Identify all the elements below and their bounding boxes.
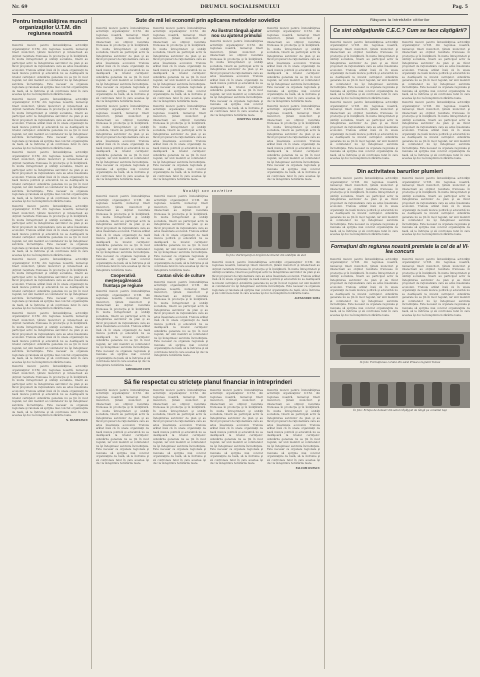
signature: FALCOM ONESCU [295,466,320,470]
body-paragraph: Datorită muncii pentru îmbunătăţirea activităţii organizaţiilor U.T.M. din regiunea noastră, numeroşi tineri muncitori, ţărani muncitori şi intelectuali au obţinut rezultate frumoase în producţie şi în învăţătură. În multe întreprinderi şi unităţi socialiste, tinerii au participat activ la îndeplinirea sarcinilor de plan şi au făcut propuneri de raţionalizare care au adus însemnate economii. Trebuie arătat însă că în unele organizaţii de bază munca politică şi educativă nu se desfăşoară la nivelul cerinţelor. Adunările generale nu se ţin în mod regulat, iar unii membri ai comitetelor nu îşi îndeplinesc sarcinile încredinţate. Este necesar ca organele regionale şi raionale să sprijine mai concret organizaţiile de bază, să le îndrume şi să controleze felul în care acestea îşi duc la îndeplinire hotărârile luate. [267,26,320,104]
cantan-headline: Cantan silvic de culture [156,273,206,279]
body-paragraph: Datorită muncii pentru îmbunătăţirea activităţii organizaţiilor U.T.M. din regiunea noastră, numeroşi tineri muncitori, ţărani muncitori şi intelectuali au obţinut rezultate frumoase în producţie şi în învăţătură. În multe întreprinderi şi unităţi socialiste, tinerii au participat activ la îndeplinirea sarcinilor de plan şi au făcut propuneri de raţionalizare care au adus însemnate economii. Trebuie arătat însă că în unele organizaţii de bază munca politică şi educativă nu se desfăşoară la nivelul cerinţelor. Adunările generale nu se ţin în mod regulat, iar unii membri ai comitetelor nu îşi îndeplinesc sarcinile încredinţate. Este necesar ca organele regionale şi raionale să sprijine mai concret organizaţiile de bază, să le îndrume şi să controleze felul în care acestea îşi duc la îndeplinire hotărârile luate. [402,257,470,317]
mid-ajutor-headline: Au ilustrat tânguă ajutor nou cu ajutorul primului [211,27,262,38]
page-number: Pag. 5 [452,5,468,10]
divider [96,186,320,187]
body-paragraph: Datorită muncii pentru îmbunătăţirea activităţii organizaţiilor U.T.M. din regiunea noastră, numeroşi tineri muncitori, ţărani muncitori şi intelectuali au obţinut rezultate frumoase în producţie şi în învăţătură. În multe întreprinderi şi unităţi socialiste, tinerii au participat activ la îndeplinirea sarcinilor de plan şi au făcut propuneri de raţionalizare care au adus însemnate economii. Trebuie arătat însă că în unele organizaţii de bază munca politică şi educativă nu se desfăşoară la nivelul cerinţelor. Adunările generale nu se ţin în mod regulat, iar unii membri ai comitetelor nu îşi îndeplinesc sarcinile încredinţate. Este necesar ca organele regionale şi raionale să sprijine mai concret organizaţiile de bază, să le îndrume şi să controleze felul în care acestea îşi duc la îndeplinire hotărârile luate. [12,44,88,97]
body-paragraph: Datorită muncii pentru îmbunătăţirea activităţii organizaţiilor U.T.M. din regiunea noastră, numeroşi tineri muncitori, ţărani muncitori şi intelectuali au obţinut rezultate frumoase în producţie şi în învăţătură. În multe întreprinderi şi unităţi socialiste, tinerii au participat activ la îndeplinirea sarcinilor de plan şi au făcut propuneri de raţionalizare care au adus însemnate economii. Trebuie arătat însă că în unele organizaţii de bază munca politică şi educativă nu se desfăşoară la nivelul cerinţelor. Adunările generale nu se ţin în mod regulat, iar unii membri ai comitetelor nu îşi îndeplinesc sarcinile încredinţate. Este necesar ca organele regionale şi raionale să sprijine mai concret organizaţiile de bază, să le îndrume şi să controleze felul în care acestea îşi duc la îndeplinire hotărârile luate. [96,290,151,367]
signature: N. DANIELESCU [66,418,88,422]
mid-col-f [154,195,208,373]
photo-brigade [212,195,320,253]
right-question-box [330,25,470,39]
activitati-headline: Din activitatea barurilor plumieri [357,168,443,175]
signature: GHEORGHE COTI [125,368,150,372]
body-paragraph: Datorită muncii pentru îmbunătăţirea activităţii organizaţiilor U.T.M. din regiunea noastră, numeroşi tineri muncitori, ţărani muncitori şi intelectuali au obţinut rezultate frumoase în producţie şi în învăţătură. În multe întreprinderi şi unităţi socialiste, tinerii au participat activ la îndeplinirea sarcinilor de plan şi au făcut propuneri de raţionalizare care au adus însemnate economii. Trebuie arătat însă că în unele organizaţii de bază munca politică şi educativă nu se desfăşoară la nivelul cerinţelor. Adunările generale nu se ţin în mod regulat, iar unii membri ai comitetelor nu îşi îndeplinesc sarcinile încredinţate. Este necesar ca organele regionale şi raionale să sprijine mai concret organizaţiile de bază, să le îndrume şi să controleze felul în care acestea îşi duc la îndeplinire hotărârile luate. [12,204,88,257]
body-paragraph: Datorită muncii pentru îmbunătăţirea activităţii organizaţiilor U.T.M. din regiunea noastră, numeroşi tineri muncitori, ţărani muncitori şi intelectuali au obţinut rezultate frumoase în producţie şi în învăţătură. În multe întreprinderi şi unităţi socialiste, tinerii au participat activ la îndeplinirea sarcinilor de plan şi au făcut propuneri de raţionalizare care au adus însemnate economii. Trebuie arătat însă că în unele organizaţii de bază munca politică şi educativă nu se desfăşoară la nivelul cerinţelor. Adunările generale nu se ţin în mod regulat, iar unii membri ai comitetelor nu îşi îndeplinesc sarcinile încredinţate. Este necesar ca organele regionale şi raionale să sprijine mai concret organizaţiile de bază, să le îndrume şi să controleze felul în care acestea îşi duc la îndeplinire hotărârile luate. [12,311,88,364]
photo-caption: În foto: Participanţi ai brigăzii de tineret din unităţile de stat [226,254,306,258]
mid-col-a [96,27,149,183]
mid-photo-block [212,195,320,373]
body-paragraph: Datorită muncii pentru îmbunătăţirea activităţii organizaţiilor U.T.M. din regiunea noastră, numeroşi tineri muncitori, ţărani muncitori şi intelectuali au obţinut rezultate frumoase în producţie şi în învăţătură. În multe întreprinderi şi unităţi socialiste, tinerii au participat activ la îndeplinirea sarcinilor de plan şi au făcut propuneri de raţionalizare care au adus însemnate economii. Trebuie arătat însă că în unele organizaţii de bază munca politică şi educativă nu se desfăşoară la nivelul cerinţelor. Adunările generale nu se ţin în mod regulat, iar unii membri ai comitetelor nu îşi îndeplinesc sarcinile încredinţate. Este necesar ca organele regionale şi raionale să sprijine mai concret organizaţiile de bază, să le îndrume şi să controleze felul în care acestea îşi duc la îndeplinire hotărârile luate. [154,280,209,358]
photo-choir [330,320,470,360]
column-divider [324,17,325,669]
signature: ALEXANDRU SIMA [294,296,320,300]
body-paragraph: Datorită muncii pentru îmbunătăţirea activităţii organizaţiilor U.T.M. din regiunea noastră, numeroşi tineri muncitori, ţărani muncitori şi intelectuali au obţinut rezultate frumoase în producţie şi în învăţătură. În multe întreprinderi şi unităţi socialiste, tinerii au participat activ la îndeplinirea sarcinilor de plan şi au făcut propuneri de raţionalizare care au adus însemnate economii. Trebuie arătat însă că în unele organizaţii de bază munca politică şi educativă nu se desfăşoară la nivelul cerinţelor. Adunările generale nu se ţin în mod regulat, iar unii membri ai comitetelor nu îşi îndeplinesc sarcinile încredinţate. Este necesar ca organele regionale şi raionale să sprijine mai concret organizaţiile de bază, să le îndrume şi să controleze felul în care acestea îşi duc la îndeplinire hotărârile luate. [153,26,206,104]
left-headline: Pentru îmbunătăţirea muncii organizaţiilor U.T.M. din regiunea noastră [12,19,88,38]
page-header [12,4,468,15]
photo-caption: În foto: Echipa de dansuri din satul Căpăţgoli de lângă pe consiliul Iaşi [353,408,447,412]
divider [12,40,88,41]
divider [330,165,470,166]
body-paragraph: Datorită muncii pentru îmbunătăţirea activităţii organizaţiilor U.T.M. din regiunea noastră, numeroşi tineri muncitori, ţărani muncitori şi intelectuali au obţinut rezultate frumoase în producţie şi în învăţătură. În multe întreprinderi şi unităţi socialiste, tinerii au participat activ la îndeplinirea sarcinilor de plan şi au făcut propuneri de raţionalizare care au adus însemnate economii. Trebuie arătat însă că în unele organizaţii de bază munca politică şi educativă nu se desfăşoară la nivelul cerinţelor. Adunările generale nu se ţin în mod regulat, iar unii membri ai comitetelor nu îşi îndeplinesc sarcinile încredinţate. Este necesar ca organele regionale şi raionale să sprijine mai concret organizaţiile de bază, să le îndrume şi să controleze felul în care acestea îşi duc la îndeplinire hotărârile luate. [12,258,88,311]
photo-dance [330,368,470,408]
body-paragraph: Datorită muncii pentru îmbunătăţirea activităţii organizaţiilor U.T.M. din regiunea noastră, numeroşi tineri muncitori, ţărani muncitori şi intelectuali au obţinut rezultate frumoase în producţie şi în învăţătură. În multe întreprinderi şi unităţi socialiste, tinerii au participat activ la îndeplinirea sarcinilor de plan şi au făcut propuneri de raţionalizare care au adus însemnate economii. Trebuie arătat însă că în unele organizaţii de bază munca politică şi educativă nu se desfăşoară la nivelul cerinţelor. Adunările generale nu se ţin în mod regulat, iar unii membri ai comitetelor nu îşi îndeplinesc sarcinile încredinţate. Este necesar ca organele regionale şi raionale să sprijine mai concret organizaţiile de bază, să le îndrume şi să controleze felul în care acestea îşi duc la îndeplinire hotărârile luate. [210,388,263,466]
body-paragraph: Datorită muncii pentru îmbunătăţirea activităţii organizaţiilor U.T.M. din regiunea noastră, numeroşi tineri muncitori, ţărani muncitori şi intelectuali au obţinut rezultate frumoase în producţie şi în învăţătură. În multe întreprinderi şi unităţi socialiste, tinerii au participat activ la îndeplinirea sarcinilor de plan şi au făcut propuneri de raţionalizare care au adus însemnate economii. Trebuie arătat însă că în unele organizaţii de bază munca politică şi educativă nu se desfăşoară la nivelul cerinţelor. Adunările generale nu se ţin în mod regulat, iar unii membri ai comitetelor nu îşi îndeplinesc sarcinile încredinţate. Este necesar ca organele regionale şi raionale să sprijine mai concret organizaţiile de bază, să le îndrume şi să controleze felul în care acestea îşi duc la îndeplinire hotărârile luate. [267,388,320,466]
middle-region [96,17,320,669]
body-paragraph: Datorită muncii pentru îmbunătăţirea activităţii organizaţiilor U.T.M. din regiunea noastră, numeroşi tineri muncitori, ţărani muncitori şi intelectuali au obţinut rezultate frumoase în producţie şi în învăţătură. În multe întreprinderi şi unităţi socialiste, tinerii au participat activ la îndeplinirea sarcinilor de plan şi au făcut propuneri de raţionalizare care au adus însemnate economii. Trebuie arătat însă că în unele organizaţii de bază munca politică şi educativă nu se desfăşoară la nivelul cerinţelor. Adunările generale nu se ţin în mod regulat, iar unii membri ai comitetelor nu îşi îndeplinesc sarcinile încredinţate. Este necesar ca organele regionale şi raionale să sprijine mai concret organizaţiile de bază, să le îndrume şi să controleze felul în care acestea îşi duc la îndeplinire hotărârile luate. [96,26,149,104]
newspaper-title: DRUMUL SOCIALISMULUI [200,4,280,10]
body-paragraph: Datorită muncii pentru îmbunătăţirea activităţii organizaţiilor U.T.M. din regiunea noastră, numeroşi tineri muncitori, ţărani muncitori şi intelectuali au obţinut rezultate frumoase în producţie şi în învăţătură. În multe întreprinderi şi unităţi socialiste, tinerii au participat activ la îndeplinirea sarcinilor de plan şi au făcut propuneri de raţionalizare care au adus însemnate economii. Trebuie arătat însă că în unele organizaţii de bază munca politică şi educativă nu se desfăşoară la nivelul cerinţelor. Adunările generale nu se ţin în mod regulat, iar unii membri ai comitetelor nu îşi îndeplinesc sarcinile încredinţate. Este necesar ca organele regionale şi raionale să sprijine mai concret organizaţiile de bază, să le îndrume şi să controleze felul în care acestea îşi duc la îndeplinire hotărârile luate. [96,195,151,272]
body-paragraph: Datorită muncii pentru îmbunătăţirea activităţii organizaţiilor U.T.M. din regiunea noastră, numeroşi tineri muncitori, ţărani muncitori şi intelectuali au obţinut rezultate frumoase în producţie şi în învăţătură. În multe întreprinderi şi unităţi socialiste, tinerii au participat activ la îndeplinirea sarcinilor de plan şi au făcut propuneri de raţionalizare care au adus însemnate economii. Trebuie arătat însă că în unele organizaţii de bază munca politică şi educativă nu se desfăşoară la nivelul cerinţelor. Adunările generale nu se ţin în mod regulat, iar unii membri ai comitetelor nu îşi îndeplinesc sarcinile încredinţate. Este necesar ca organele regionale şi raionale să sprijine mai concret organizaţiile de bază, să le îndrume şi să controleze felul în care acestea îşi duc la îndeplinire hotărârile luate. [330,177,398,237]
photo-caption: In foto: Formaţiunea corului din satul Prisaca regiunii Tulcea [359,361,441,365]
formatii-headline: Formaţiuni din regiunea noastră premiate la cel de al VI-lea concurs [330,243,470,256]
body-paragraph: Datorită muncii pentru îmbunătăţirea activităţii organizaţiilor U.T.M. din regiunea noastră, numeroşi tineri muncitori, ţărani muncitori şi intelectuali au obţinut rezultate frumoase în producţie şi în învăţătură. În multe întreprinderi şi unităţi socialiste, tinerii au participat activ la îndeplinirea sarcinilor de plan şi au făcut propuneri de raţionalizare care au adus însemnate economii. Trebuie arătat însă că în unele organizaţii de bază munca politică şi educativă nu se desfăşoară la nivelul cerinţelor. Adunările generale nu se ţin în mod regulat, iar unii membri ai comitetelor nu îşi îndeplinesc sarcinile încredinţate. Este necesar ca organele regionale şi raionale să sprijine mai concret organizaţiile de bază, să le îndrume şi să controleze felul în care acestea îşi duc la îndeplinire hotărârile luate. [153,104,206,182]
mid-col-e [96,195,150,373]
body-paragraph: Datorită muncii pentru îmbunătăţirea activităţii organizaţiilor U.T.M. din regiunea noastră, numeroşi tineri muncitori, ţărani muncitori şi intelectuali au obţinut rezultate frumoase în producţie şi în învăţătură. În multe întreprinderi şi unităţi socialiste, tinerii au participat activ la îndeplinirea sarcinilor de plan şi au făcut propuneri de raţionalizare care au adus însemnate economii. Trebuie arătat însă că în unele organizaţii de bază munca politică şi educativă nu se desfăşoară la nivelul cerinţelor. Adunările generale nu se ţin în mod regulat, iar unii membri ai comitetelor nu îşi îndeplinesc sarcinile încredinţate. Este necesar ca organele regionale şi raionale să sprijine mai concret organizaţiile de bază, să le îndrume şi să controleze felul în care acestea îşi duc la îndeplinire hotărârile luate. [267,104,320,182]
body-paragraph: Datorită muncii pentru îmbunătăţirea activităţii organizaţiilor U.T.M. din regiunea noastră, numeroşi tineri muncitori, ţărani muncitori şi intelectuali au obţinut rezultate frumoase în producţie şi în învăţătură. În multe întreprinderi şi unităţi socialiste, tinerii au participat activ la îndeplinirea sarcinilor de plan şi au făcut propuneri de raţionalizare care au adus însemnate economii. Trebuie arătat însă că în unele organizaţii de bază munca politică şi educativă nu se desfăşoară la nivelul cerinţelor. Adunările generale nu se ţin în mod regulat, iar unii membri ai comitetelor nu îşi îndeplinesc sarcinile încredinţate. Este necesar ca organele regionale şi raionale să sprijine mai concret organizaţiile de bază, să le îndrume şi să controleze felul în care acestea îşi duc la îndeplinire hotărârile luate. [96,104,149,182]
divider [96,376,320,377]
mid-col-c [210,27,263,183]
section-rule-label: Noutăţi sov sovietice [182,188,234,193]
body-paragraph: Datorită muncii pentru îmbunătăţirea activităţii organizaţiilor U.T.M. din regiunea noastră, numeroşi tineri muncitori, ţărani muncitori şi intelectuali au obţinut rezultate frumoase în producţie şi în învăţătură. În multe întreprinderi şi unităţi socialiste, tinerii au participat activ la îndeplinirea sarcinilor de plan şi au făcut propuneri de raţionalizare care au adus însemnate economii. Trebuie arătat însă că în unele organizaţii de bază munca politică şi educativă nu se desfăşoară la nivelul cerinţelor. Adunările generale nu se ţin în mod regulat, iar unii membri ai comitetelor nu îşi îndeplinesc sarcinile încredinţate. Este necesar ca organele regionale şi raionale să sprijine mai concret organizaţiile de bază, să le îndrume şi să controleze felul în care acestea îşi duc la îndeplinire hotărârile luate. [402,101,470,161]
divider [330,241,470,242]
column-divider [91,17,92,669]
issue-number: Nr. 69 [12,5,28,10]
body-paragraph: Datorită muncii pentru îmbunătăţirea activităţii organizaţiilor U.T.M. din regiunea noastră, numeroşi tineri muncitori, ţărani muncitori şi intelectuali au obţinut rezultate frumoase în producţie şi în învăţătură. În multe întreprinderi şi unităţi socialiste, tinerii au participat activ la îndeplinirea sarcinilor de plan şi au făcut propuneri de raţionalizare care au adus însemnate economii. Trebuie arătat însă că în unele organizaţii de bază munca politică şi educativă nu se desfăşoară la nivelul cerinţelor. Adunările generale nu se ţin în mod regulat, iar unii membri ai comitetelor nu îşi îndeplinesc sarcinile încredinţate. Este necesar ca organele regionale şi raionale să sprijine mai concret organizaţiile de bază, să le îndrume şi să controleze felul în care acestea îşi duc la îndeplinire hotărârile luate. [154,195,209,272]
body-paragraph: Datorită muncii pentru îmbunătăţirea activităţii organizaţiilor U.T.M. din regiunea noastră, numeroşi tineri muncitori, ţărani muncitori şi intelectuali au obţinut rezultate frumoase în producţie şi în învăţătură. În multe întreprinderi şi unităţi socialiste, tinerii au participat activ la îndeplinirea sarcinilor de plan şi au făcut propuneri de raţionalizare care au adus însemnate economii. Trebuie arătat însă că în unele organizaţii de bază munca politică şi educativă nu se desfăşoară la nivelul cerinţelor. Adunările generale nu se ţin în mod regulat, iar unii membri ai comitetelor nu îşi îndeplinesc sarcinile încredinţate. Este necesar ca organele regionale şi raionale să sprijine mai concret organizaţiile de bază, să le îndrume şi să controleze felul în care acestea îşi duc la îndeplinire hotărârile luate. [212,260,320,296]
sa-headline: Să fie respectat cu stricteţe planul financiar în întreprinderi [123,380,293,387]
body-paragraph: Datorită muncii pentru îmbunătăţirea activităţii organizaţiilor U.T.M. din regiunea noastră, numeroşi tineri muncitori, ţărani muncitori şi intelectuali au obţinut rezultate frumoase în producţie şi în învăţătură. În multe întreprinderi şi unităţi socialiste, tinerii au participat activ la îndeplinirea sarcinilor de plan şi au făcut propuneri de raţionalizare care au adus însemnate economii. Trebuie arătat însă că în unele organizaţii de bază munca politică şi educativă nu se desfăşoară la nivelul cerinţelor. Adunările generale nu se ţin în mod regulat, iar unii membri ai comitetelor nu îşi îndeplinesc sarcinile încredinţate. Este necesar ca organele regionale şi raionale să sprijine mai concret organizaţiile de bază, să le îndrume şi să controleze felul în care acestea îşi duc la îndeplinire hotărârile luate. [12,97,88,150]
body-paragraph: Datorită muncii pentru îmbunătăţirea activităţii organizaţiilor U.T.M. din regiunea noastră, numeroşi tineri muncitori, ţărani muncitori şi intelectuali au obţinut rezultate frumoase în producţie şi în învăţătură. În multe întreprinderi şi unităţi socialiste, tinerii au participat activ la îndeplinirea sarcinilor de plan şi au făcut propuneri de raţionalizare care au adus însemnate economii. Trebuie arătat însă că în unele organizaţii de bază munca politică şi educativă nu se desfăşoară la nivelul cerinţelor. Adunările generale nu se ţin în mod regulat, iar unii membri ai comitetelor nu îşi îndeplinesc sarcinile încredinţate. Este necesar ca organele regionale şi raionale să sprijine mai concret organizaţiile de bază, să le îndrume şi să controleze felul în care acestea îşi duc la îndeplinire hotărârile luate. [96,388,149,466]
body-paragraph: Datorită muncii pentru îmbunătăţirea activităţii organizaţiilor U.T.M. din regiunea noastră, numeroşi tineri muncitori, ţărani muncitori şi intelectuali au obţinut rezultate frumoase în producţie şi în învăţătură. În multe întreprinderi şi unităţi socialiste, tinerii au participat activ la îndeplinirea sarcinilor de plan şi au făcut propuneri de raţionalizare care au adus însemnate economii. Trebuie arătat însă că în unele organizaţii de bază munca politică şi educativă nu se desfăşoară la nivelul cerinţelor. Adunările generale nu se ţin în mod regulat, iar unii membri ai comitetelor nu îşi îndeplinesc sarcinile încredinţate. Este necesar ca organele regionale şi raionale să sprijine mai concret organizaţiile de bază, să le îndrume şi să controleze felul în care acestea îşi duc la îndeplinire hotărârile luate. [12,365,88,418]
body-paragraph: Datorită muncii pentru îmbunătăţirea activităţii organizaţiilor U.T.M. din regiunea noastră, numeroşi tineri muncitori, ţărani muncitori şi intelectuali au obţinut rezultate frumoase în producţie şi în învăţătură. În multe întreprinderi şi unităţi socialiste, tinerii au participat activ la îndeplinirea sarcinilor de plan şi au făcut propuneri de raţionalizare care au adus însemnate economii. Trebuie arătat însă că în unele organizaţii de bază munca politică şi educativă nu se desfăşoară la nivelul cerinţelor. Adunările generale nu se ţin în mod regulat, iar unii membri ai comitetelor nu îşi îndeplinesc sarcinile încredinţate. Este necesar ca organele regionale şi raionale să sprijine mai concret organizaţiile de bază, să le îndrume şi să controleze felul în care acestea îşi duc la îndeplinire hotărârile luate. [330,101,398,161]
body-paragraph: Datorită muncii pentru îmbunătăţirea activităţii organizaţiilor U.T.M. din regiunea noastră, numeroşi tineri muncitori, ţărani muncitori şi intelectuali au obţinut rezultate frumoase în producţie şi în învăţătură. În multe întreprinderi şi unităţi socialiste, tinerii au participat activ la îndeplinirea sarcinilor de plan şi au făcut propuneri de raţionalizare care au adus însemnate economii. Trebuie arătat însă că în unele organizaţii de bază munca politică şi educativă nu se desfăşoară la nivelul cerinţelor. Adunările generale nu se ţin în mod regulat, iar unii membri ai comitetelor nu îşi îndeplinesc sarcinile încredinţate. Este necesar ca organele regionale şi raionale să sprijine mai concret organizaţiile de bază, să le îndrume şi să controleze felul în care acestea îşi duc la îndeplinire hotărârile luate. [402,177,470,237]
coop-headline: Cooperativă meşteşugărească fruntaşa pe regiune [103,273,143,288]
body-paragraph: Datorită muncii pentru îmbunătăţirea activităţii organizaţiilor U.T.M. din regiunea noastră, numeroşi tineri muncitori, ţărani muncitori şi intelectuali au obţinut rezultate frumoase în producţie şi în învăţătură. În multe întreprinderi şi unităţi socialiste, tinerii au participat activ la îndeplinirea sarcinilor de plan şi au făcut propuneri de raţionalizare care au adus însemnate economii. Trebuie arătat însă că în unele organizaţii de bază munca politică şi educativă nu se desfăşoară la nivelul cerinţelor. Adunările generale nu se ţin în mod regulat, iar unii membri ai comitetelor nu îşi îndeplinesc sarcinile încredinţate. Este necesar ca organele regionale şi raionale să sprijine mai concret organizaţiile de bază, să le îndrume şi să controleze felul în care acestea îşi duc la îndeplinire hotărârile luate. [330,40,398,100]
body-paragraph: Datorită muncii pentru îmbunătăţirea activităţii organizaţiilor U.T.M. din regiunea noastră, numeroşi tineri muncitori, ţărani muncitori şi intelectuali au obţinut rezultate frumoase în producţie şi în învăţătură. În multe întreprinderi şi unităţi socialiste, tinerii au participat activ la îndeplinirea sarcinilor de plan şi au făcut propuneri de raţionalizare care au adus însemnate economii. Trebuie arătat însă că în unele organizaţii de bază munca politică şi educativă nu se desfăşoară la nivelul cerinţelor. Adunările generale nu se ţin în mod regulat, iar unii membri ai comitetelor nu îşi îndeplinesc sarcinile încredinţate. Este necesar ca organele regionale şi raionale să sprijine mai concret organizaţiile de bază, să le îndrume şi să controleze felul în care acestea îşi duc la îndeplinire hotărârile luate. [330,257,398,317]
mid-top-headline: Sute de mii lei economii prin aplicarea metodelor sovietice [135,18,281,24]
right-question: Ce sint obligaţiunile C.E.C.? Cum se face câştigării? [333,27,467,34]
mid-col-d [267,27,320,183]
right-region [330,17,470,669]
signature: IOSEFINA VASILIU [237,118,263,122]
left-column [12,17,88,669]
body-paragraph: Datorită muncii pentru îmbunătăţirea activităţii organizaţiilor U.T.M. din regiunea noastră, numeroşi tineri muncitori, ţărani muncitori şi intelectuali au obţinut rezultate frumoase în producţie şi în învăţătură. În multe întreprinderi şi unităţi socialiste, tinerii au participat activ la îndeplinirea sarcinilor de plan şi au făcut propuneri de raţionalizare care au adus însemnate economii. Trebuie arătat însă că în unele organizaţii de bază munca politică şi educativă nu se desfăşoară la nivelul cerinţelor. Adunările generale nu se ţin în mod regulat, iar unii membri ai comitetelor nu îşi îndeplinesc sarcinile încredinţate. Este necesar ca organele regionale şi raionale să sprijine mai concret organizaţiile de bază, să le îndrume şi să controleze felul în care acestea îşi duc la îndeplinire hotărârile luate. [12,151,88,204]
body-paragraph: Datorită muncii pentru îmbunătăţirea activităţii organizaţiilor U.T.M. din regiunea noastră, numeroşi tineri muncitori, ţărani muncitori şi intelectuali au obţinut rezultate frumoase în producţie şi în învăţătură. În multe întreprinderi şi unităţi socialiste, tinerii au participat activ la îndeplinirea sarcinilor de plan şi au făcut propuneri de raţionalizare care au adus însemnate economii. Trebuie arătat însă că în unele organizaţii de bază munca politică şi educativă nu se desfăşoară la nivelul cerinţelor. Adunările generale nu se ţin în mod regulat, iar unii membri ai comitetelor nu îşi îndeplinesc sarcinile încredinţate. Este necesar ca organele regionale şi raionale să sprijine mai concret organizaţiile de bază, să le îndrume şi să controleze felul în care acestea îşi duc la îndeplinire hotărârile luate. [402,40,470,100]
mid-col-b [153,27,206,183]
body-paragraph: Datorită muncii pentru îmbunătăţirea activităţii organizaţiilor U.T.M. din regiunea noastră, numeroşi tineri muncitori, ţărani muncitori şi intelectuali au obţinut rezultate frumoase în producţie şi în învăţătură. În multe întreprinderi şi unităţi socialiste, tinerii au participat activ la îndeplinirea sarcinilor de plan şi au făcut propuneri de raţionalizare care au adus însemnate economii. Trebuie arătat însă că în unele organizaţii de bază munca politică şi educativă nu se desfăşoară la nivelul cerinţelor. Adunările generale nu se ţin în mod regulat, iar unii membri ai comitetelor nu îşi îndeplinesc sarcinile încredinţate. Este necesar ca organele regionale şi raionale să sprijine mai concret organizaţiile de bază, să le îndrume şi să controleze felul în care acestea îşi duc la îndeplinire hotărârile luate. [153,388,206,466]
right-banner: Răspuns la întrebările cititorilor [370,18,430,22]
body-paragraph: Datorită muncii pentru îmbunătăţirea activităţii organizaţiilor U.T.M. din regiunea noastră, numeroşi tineri muncitori, ţărani muncitori şi intelectuali au obţinut rezultate frumoase în producţie şi în învăţătură. În multe întreprinderi şi unităţi socialiste, tinerii au participat activ la îndeplinirea sarcinilor de plan şi au făcut propuneri de raţionalizare care au adus însemnate economii. Trebuie arătat însă că în unele organizaţii de bază munca politică şi educativă nu se desfăşoară la nivelul cerinţelor. Adunările generale nu se ţin în mod regulat, iar unii membri ai comitetelor nu îşi îndeplinesc sarcinile încredinţate. Este necesar ca organele regionale şi raionale să sprijine mai concret organizaţiile de bază, să le îndrume şi să controleze felul în care acestea îşi duc la îndeplinire hotărârile luate. [210,40,263,117]
